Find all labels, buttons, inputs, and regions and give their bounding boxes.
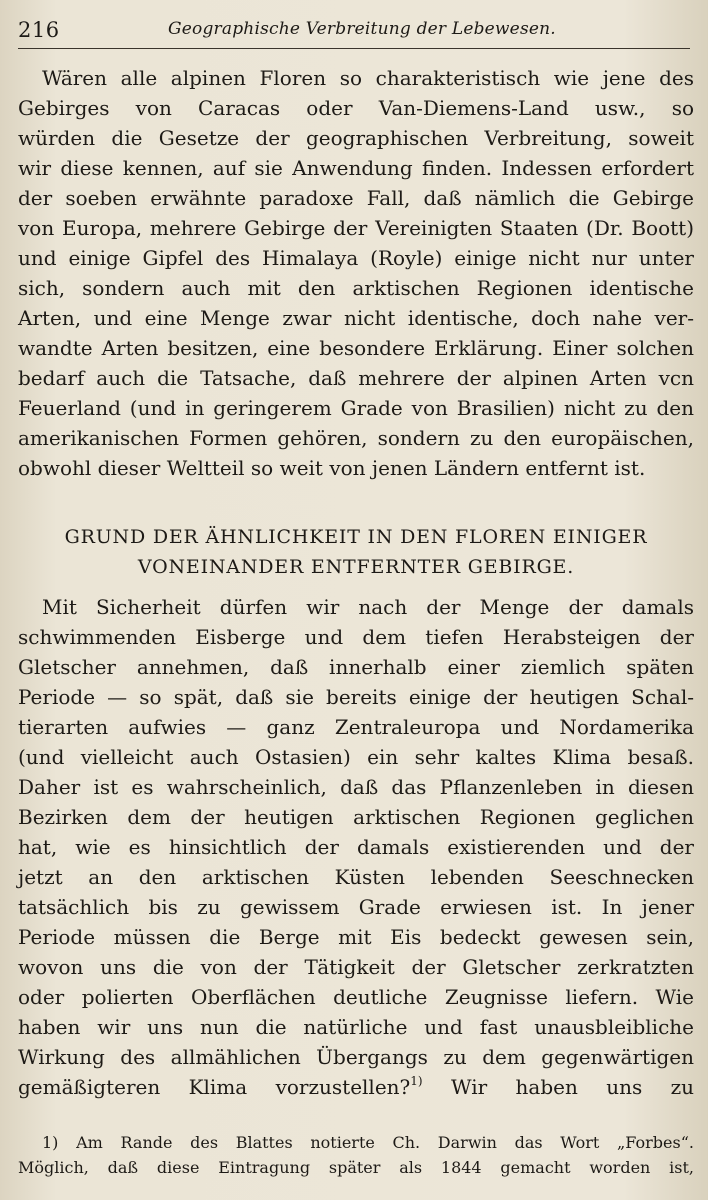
- section-heading: [18, 522, 694, 582]
- text-line: Bezirken dem der heutigen arktischen Regionen geglichen: [18, 805, 694, 829]
- text-line: schwimmenden Eisberge und dem tiefen Herabsteigen der: [18, 625, 694, 649]
- text-line: Daher ist es wahrscheinlich, daß das Pflanzenleben in diesen: [18, 775, 694, 799]
- text-line: haben wir uns nun die natürliche und fast unausbleibliche: [18, 1015, 694, 1039]
- text-line: würden die Gesetze der geographischen Verbreitung, soweit: [18, 126, 694, 150]
- text-line: oder polierten Oberflächen deutliche Zeugnisse liefern. Wie: [18, 985, 694, 1009]
- footnote-line: Möglich, daß diese Eintragung später als 1844 gemacht worden ist,: [18, 1158, 694, 1177]
- text-line: bedarf auch die Tatsache, daß mehrere der alpinen Arten vcn: [18, 366, 694, 390]
- text-line: Wirkung des allmählichen Übergangs zu dem gegenwärtigen: [18, 1045, 694, 1069]
- text-line: wandte Arten besitzen, eine besondere Erklärung. Einer solchen: [18, 336, 694, 360]
- text-line-part: gemäßigteren Klima vorzustellen?: [18, 1075, 411, 1099]
- text-line: (und vielleicht auch Ostasien) ein sehr kaltes Klima besaß.: [18, 745, 694, 769]
- paragraph-glacial-period: [18, 592, 694, 1102]
- heading-line: GRUND DER ÄHNLICHKEIT IN DEN FLOREN EINIGER: [64, 526, 648, 548]
- page-number: 216: [18, 18, 60, 42]
- text-line: Arten, und eine Menge zwar nicht identische, doch nahe ver-: [18, 306, 694, 330]
- text-line: Wären alle alpinen Floren so charakteristisch wie jene des: [42, 66, 694, 90]
- text-line: jetzt an den arktischen Küsten lebenden Seeschnecken: [18, 865, 694, 889]
- text-line: und einige Gipfel des Himalaya (Royle) einige nicht nur unter: [18, 246, 694, 270]
- text-line: wovon uns die von der Tätigkeit der Gletscher zerkratzten: [18, 955, 694, 979]
- text-line: amerikanischen Formen gehören, sondern zu den europäischen,: [18, 426, 694, 450]
- text-line: Mit Sicherheit dürfen wir nach der Menge der damals: [42, 595, 694, 619]
- text-line: Periode — so spät, daß sie bereits einige der heutigen Schal-: [18, 685, 694, 709]
- text-line: tierarten aufwies — ganz Zentraleuropa und Nordamerika: [18, 715, 694, 739]
- text-line: von Europa, mehrere Gebirge der Vereinigten Staaten (Dr. Boott): [18, 216, 694, 240]
- running-title: Geographische Verbreitung der Lebewesen.: [168, 19, 556, 39]
- text-line: obwohl dieser Weltteil so weit von jenen Ländern entfernt ist.: [18, 456, 646, 480]
- heading-line: VONEINANDER ENTFERNTER GEBIRGE.: [137, 556, 575, 578]
- running-head: [18, 18, 690, 49]
- text-line: der soeben erwähnte paradoxe Fall, daß nämlich die Gebirge: [18, 186, 694, 210]
- text-line: Gletscher annehmen, daß innerhalb einer ziemlich späten: [18, 655, 694, 679]
- text-line: Feuerland (und in geringerem Grade von Brasilien) nicht zu den: [18, 396, 694, 420]
- text-line: tatsächlich bis zu gewissem Grade erwiesen ist. In jener: [18, 895, 694, 919]
- text-line: Gebirges von Caracas oder Van-Diemens-Land usw., so: [18, 96, 694, 120]
- text-line: wir diese kennen, auf sie Anwendung finden. Indessen erfordert: [18, 156, 694, 180]
- footnotes: [18, 1130, 694, 1180]
- text-line: Periode müssen die Berge mit Eis bedeckt gewesen sein,: [18, 925, 694, 949]
- paragraph-alpine-floras: [18, 63, 694, 483]
- text-line: [18, 1072, 694, 1102]
- footnote-marker: 1): [410, 1074, 423, 1089]
- text-line: sich, sondern auch mit den arktischen Regionen identische: [18, 276, 694, 300]
- text-line-part: Wir haben uns zu: [450, 1075, 695, 1099]
- text-line: hat, wie es hinsichtlich der damals existierenden und der: [18, 835, 694, 859]
- footnote-line: 1) Am Rande des Blattes notierte Ch. Darwin das Wort „Forbes“.: [42, 1133, 694, 1152]
